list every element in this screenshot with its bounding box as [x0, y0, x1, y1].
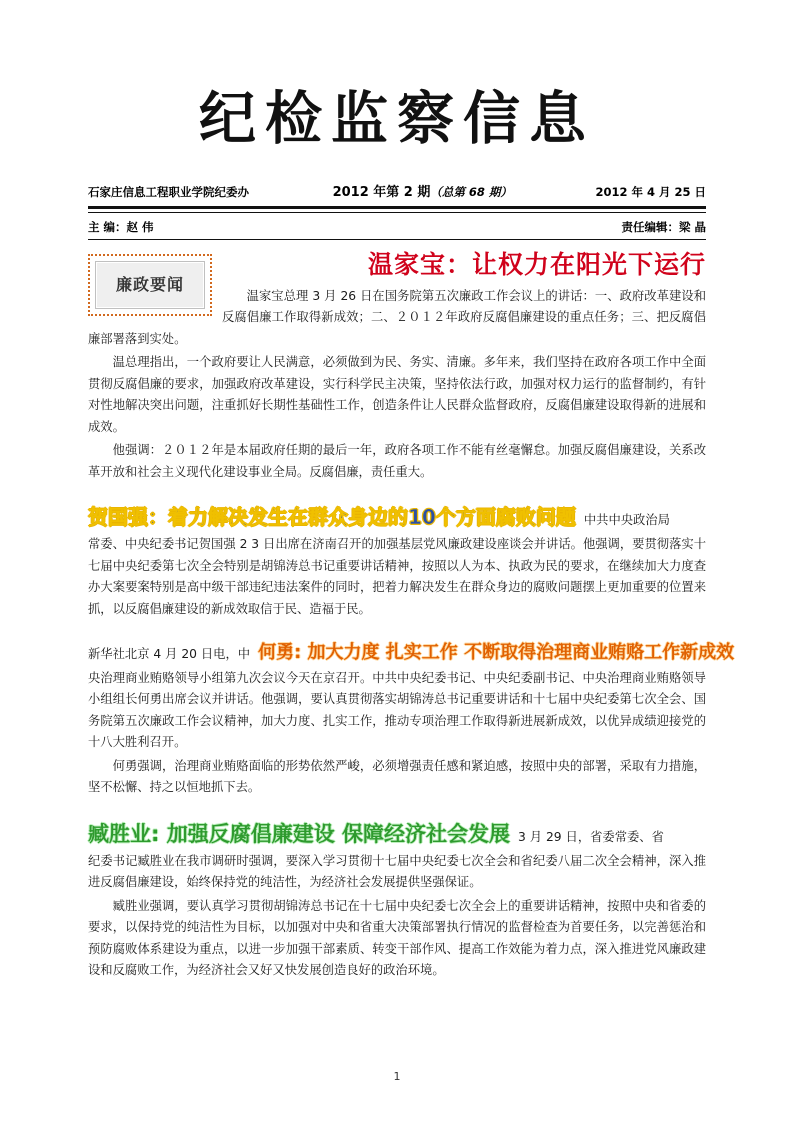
section-badge-label: 廉政要闻: [95, 261, 205, 309]
publication-title: 纪检监察信息: [199, 86, 595, 152]
masthead: [88, 0, 706, 151]
page-number: 1: [393, 1070, 401, 1083]
issue-line: [88, 181, 706, 200]
chief-editor: 主 编：赵 伟: [88, 219, 154, 234]
article-headline-3: 何勇: 加大力度 扎实工作 不断取得治理商业贿赂工作新成效: [258, 642, 735, 664]
section-badge: [88, 254, 212, 316]
article-content: [88, 249, 735, 982]
article-4-para-2: 臧胜业强调，要认真学习贯彻胡锦涛总书记在十七届中央纪委七次全会上的重要讲话精神，按照中央和省委的要求，以保持党的纯洁性为目标，以加强对中央和省重大决策部署执行情况的监督检查为首要任务，以完善惩治和预防腐败体系建设为重点，以进一步加强干部素质、转变干部作风、提高工作效能为着力点，深入推进党风廉政建设和反腐败工作，为经济社会又好又快发展创造良好的政治环境。: [88, 898, 706, 978]
issue-date: 2012 年 4 月 25 日: [595, 184, 706, 199]
article-1-para-2: 温总理指出，一个政府要让人民满意，必须做到为民、务实、清廉。多年来，我们坚持在政府各项工作中全面贯彻反腐倡廉的要求，加强政府改革建设，实行科学民主决策，坚持依法行政，加强对权力运行的监督制约，有针对性地解决突出问题，注重抓好长期性基础性工作，创造条件让人民群众监督政府，反腐倡廉建设取得新的进展和成效。: [88, 355, 706, 434]
article-1-para-3: 他强调：２０１２年是本届政府任期的最后一年，政府各项工作不能有丝毫懈怠。加强反腐倡廉建设，关系改革开放和社会主义现代化建设事业全局。反腐倡廉，责任重大。: [88, 443, 706, 479]
publisher-name: 石家庄信息工程职业学院纪委办: [88, 184, 249, 199]
article-headline-2: 贺国强：着力解决发生在群众身边的10个方面腐败问题: [88, 505, 576, 530]
article-2-para-1: 常委、中央纪委书记贺国强 2 3 日出席在济南召开的加强基层党风廉政建设座谈会并讲话。他强调，要贯彻落实十七届中央纪委第七次全会特别是胡锦涛总书记重要讲话精神，按照以人为本、执政为民的要求，在继续加大力度查办大案要案特别是高中级干部违纪违法案件的同时，把着力解决发生在群众身边的腐败问题摆上更加重要的位置来抓，以反腐倡廉建设的新成效取信于民、造福于民。: [88, 537, 706, 616]
article-4-lead-tail: 3 月 29 日，省委常委、省: [518, 830, 664, 844]
issue-total-number: （总第 68 期）: [430, 184, 512, 199]
page-inner: [88, 0, 735, 1123]
editors-line: [88, 219, 706, 235]
article-3-headline-row: [88, 642, 735, 666]
article-2-lead-tail: 中共中央政治局: [583, 513, 670, 528]
article-headline-1: 温家宝：让权力在阳光下运行: [367, 249, 706, 279]
header-divider-double: [88, 206, 706, 213]
article-3-para-2: 何勇强调，治理商业贿赂面临的形势依然严峻，必须增强责任感和紧迫感，按照中央的部署，采取有力措施，坚不松懈、持之以恒地抓下去。: [88, 758, 706, 795]
article-3-lead-text: 新华社北京 4 月 20 日电，中: [88, 647, 251, 662]
article-1-para-1: 温家宝总理 3 月 26 日在国务院第五次廉政工作会议上的讲话：一、政府改革建设和反腐倡廉工作取得新成效；二、２０１２年政府反腐倡廉建设的重点任务；三、把反腐倡廉部署落到实处。: [88, 288, 706, 346]
article-headline-4: 臧胜业: 加强反腐倡廉建设 保障经济社会发展: [88, 822, 511, 846]
issue-number-group: [249, 181, 595, 200]
article-4-headline-row: [88, 821, 706, 849]
responsible-editor: 责任编辑：梁 晶: [621, 219, 706, 234]
issue-number: 2012 年第 2 期: [332, 184, 431, 200]
header-divider-single: [88, 239, 706, 240]
article-3-para-1: 央治理商业贿赂领导小组第九次会议今天在京召开。中共中央纪委书记、中央纪委副书记、中央治理商业贿赂领导小组组长何勇出席会议并讲话。他强调，要认真贯彻落实胡锦涛总书记重要讲话和十七届中央纪委第七次全会、国务院第五次廉政工作会议精神，加大力度、扎实工作，推动专项治理工作取得新进展新成效，以优异成绩迎接党的十八大胜利召开。: [88, 670, 706, 750]
article-4-para-1: 纪委书记臧胜业在我市调研时强调，要深入学习贯彻十七届中央纪委七次全会和省纪委八届二次全会精神，深入推进反腐倡廉建设，始终保持党的纯洁性，为经济社会发展提供坚强保证。: [88, 853, 706, 890]
article-2-headline-row: [88, 495, 706, 532]
